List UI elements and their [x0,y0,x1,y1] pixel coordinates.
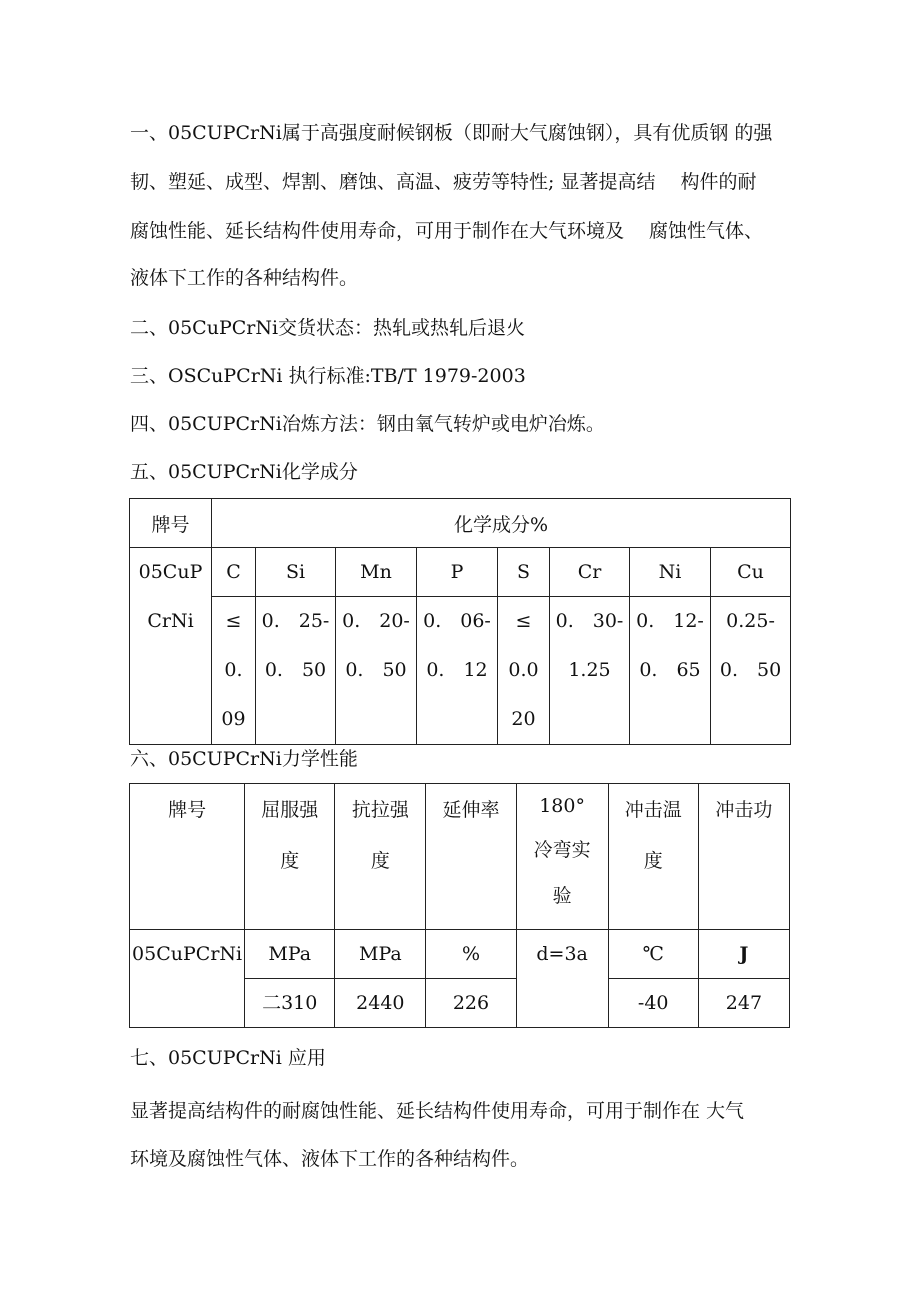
value-tensile [335,979,426,1028]
value-cu-line-1: 0.25- [726,610,775,632]
unit-impact-temp [608,930,698,979]
mech-header-row [130,784,790,930]
mech-header-grade [130,784,245,930]
value-impact-energy [698,979,789,1028]
value-elongation-text: 226 [452,992,490,1014]
unit-impact-energy [698,930,789,979]
value-cr-line-1: 0. 30- [555,610,624,632]
mech-header-tensile-line-1: 抗拉强 [351,799,409,821]
mech-header-tensile [335,784,426,930]
element-p: P [417,548,498,597]
value-s-line-2: 0.0 [508,659,539,681]
mech-header-yield [245,784,335,930]
element-c: C [212,548,256,597]
mech-grade-cell [130,930,245,1028]
unit-elongation [426,930,516,979]
mech-header-impact-temp [608,784,698,930]
mech-grade-text: 05CuPCrNi [132,943,243,965]
value-si-line-2: 0. 50 [264,659,327,681]
mech-header-bend-line-2: 冷弯实 [533,839,591,861]
value-c [212,597,256,745]
paragraph-1-line-4: 液体下工作的各种结构件。 [130,267,359,289]
value-cr [550,597,630,745]
mech-header-bend-line-3: 验 [552,885,572,907]
unit-tensile-text: MPa [359,943,402,965]
value-mn-line-1: 0. 20- [342,610,410,632]
section-heading-chemical: 五、05CUPCrNi化学成分 [130,461,358,483]
mech-header-bend-line-1: 180° [539,795,585,817]
chem-element-row [130,548,791,597]
value-cu-line-2: 0. 50 [719,659,782,681]
mech-header-yield-line-2: 度 [280,850,300,872]
element-si: Si [256,548,336,597]
value-c-line-3: 09 [221,708,246,730]
value-mn-line-2: 0. 50 [345,659,407,681]
value-impact-temp [608,979,698,1028]
value-s-line-1: ≤ [515,610,532,632]
mech-header-yield-line-1: 屈服强 [261,799,319,821]
value-s [498,597,550,745]
value-yield-text: 二310 [262,992,318,1014]
mech-header-impact-temp-line-2: 度 [643,850,663,872]
paragraph-smelting: 四、05CUPCrNi冶炼方法：钢由氧气转炉或电炉冶炼。 [130,413,605,435]
element-cr: Cr [550,548,630,597]
value-ni [630,597,711,745]
value-c-line-1: ≤ [225,610,242,632]
mech-header-impact-temp-line-1: 冲击温 [624,799,682,821]
application-line-1: 显著提高结构件的耐腐蚀性能、延长结构件使用寿命，可用于制作在 大气 [130,1100,745,1122]
chem-grade-line-1: 05CuP [138,561,203,583]
value-cu [711,597,791,745]
mech-header-elongation [426,784,516,930]
unit-elongation-text: % [461,943,481,965]
element-s: S [498,548,550,597]
value-impact-temp-text: -40 [637,992,669,1014]
value-tensile-text: 2440 [356,992,405,1014]
value-p [417,597,498,745]
paragraph-1-line-1: 一、05CUPCrNi属于高强度耐候钢板（即耐大气腐蚀钢），具有优质钢 的强 [130,122,773,144]
value-elongation [426,979,516,1028]
chem-value-row [130,597,791,745]
chem-header-row [130,499,791,548]
application-line-2: 环境及腐蚀性气体、液体下工作的各种结构件。 [130,1148,530,1170]
element-mn: Mn [336,548,417,597]
element-cu: Cu [711,548,791,597]
value-impact-energy-text: 247 [725,992,763,1014]
section-heading-application: 七、05CUPCrNi 应用 [130,1047,326,1069]
value-p-line-1: 0. 06- [423,610,491,632]
value-ni-line-1: 0. 12- [636,610,704,632]
value-s-line-3: 20 [511,708,536,730]
section-heading-mechanical: 六、05CUPCrNi力学性能 [130,748,358,770]
value-si [256,597,336,745]
unit-yield [245,930,335,979]
value-c-line-2: 0. [224,659,243,681]
unit-yield-text: MPa [268,943,312,965]
chem-composition-header: 化学成分% [212,499,791,548]
unit-tensile [335,930,426,979]
bend-test-text: d=3a [536,943,588,965]
value-ni-line-2: 0. 65 [639,659,701,681]
paragraph-1-line-3: 腐蚀性能、延长结构件使用寿命，可用于制作在大气环境及 腐蚀性气体、 [130,220,764,242]
mech-unit-row [130,930,790,979]
value-si-line-1: 0. 25- [261,610,330,632]
bend-test-cell [516,930,608,1028]
paragraph-delivery-state: 二、05CuPCrNi交货状态：热轧或热轧后退火 [130,317,526,339]
paragraph-1-line-2: 韧、塑延、成型、焊割、磨蚀、高温、疲劳等特性; 显著提高结 构件的耐 [130,171,757,193]
mech-header-bend [516,784,608,930]
chemical-composition-table [129,498,791,745]
value-p-line-2: 0. 12 [426,659,488,681]
mech-header-impact-energy [698,784,789,930]
chem-grade-header: 牌号 [130,499,212,548]
mech-header-grade-line-1: 牌号 [168,799,207,821]
element-ni: Ni [630,548,711,597]
mech-header-tensile-line-2: 度 [370,850,390,872]
value-cr-line-2: 1.25 [568,659,611,681]
chem-grade-cell [130,548,212,745]
mech-header-impact-energy-line-1: 冲击功 [715,799,773,821]
mech-header-elongation-line-1: 延伸率 [442,799,500,821]
value-mn [336,597,417,745]
unit-impact-temp-text: ℃ [642,943,664,965]
unit-impact-energy-text: J [739,943,749,965]
value-yield [245,979,335,1028]
chem-grade-line-2: CrNi [147,610,194,632]
paragraph-standard: 三、OSCuPCrNi 执行标准:TB/T 1979-2003 [130,365,526,387]
mechanical-properties-table [129,783,790,1028]
